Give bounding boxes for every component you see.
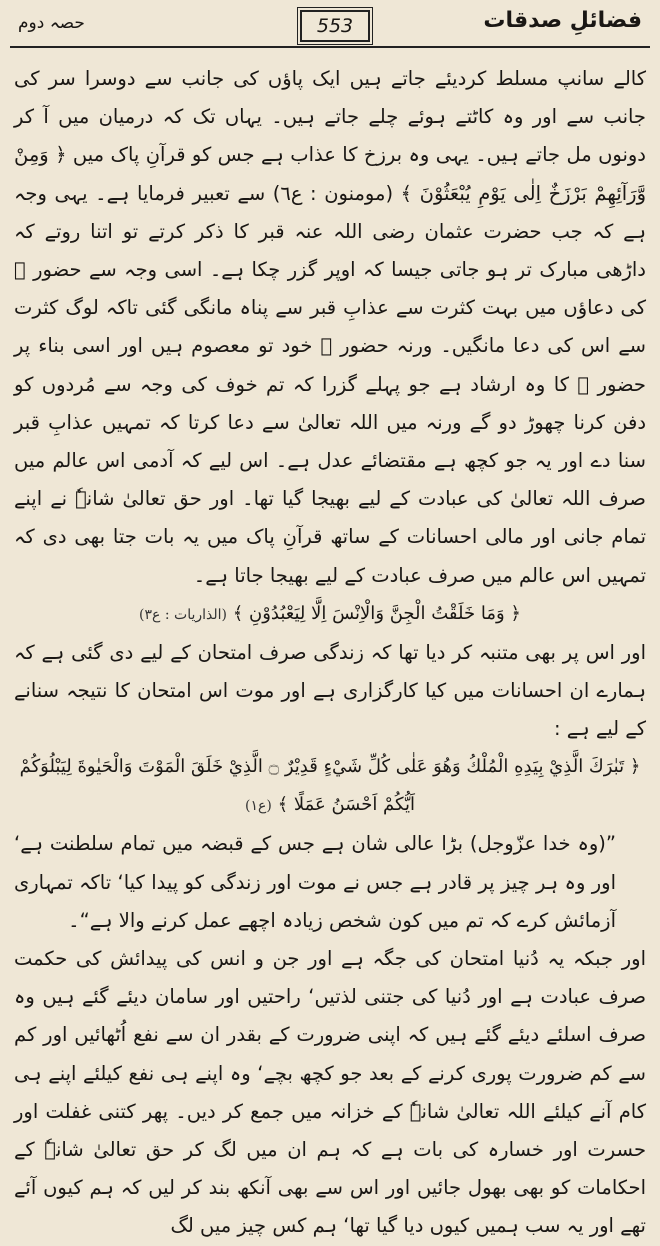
quran-verse-2 bbox=[14, 748, 646, 825]
verse-1-reference: (الذاریات : ع٣) bbox=[139, 606, 227, 623]
section-title: حصہ دوم bbox=[18, 13, 85, 33]
verse-2-text: ﴿ تَبٰرَكَ الَّذِيْ بِيَدِهِ الْمُلْكُ وَهُوَ عَلٰى كُلِّ شَيْءٍ قَدِيْرٌ ۝ الَّذِيْ خَلَقَ الْمَوْتَ وَالْحَيٰوةَ لِيَبْلُوَكُمْ اَيُّكُمْ اَحْسَنُ عَمَلًا ﴾ bbox=[19, 756, 641, 816]
quran-verse-1 bbox=[14, 595, 646, 634]
verse-1-text: ﴿ وَمَا خَلَقْتُ الْجِنَّ وَالْاِنْسَ اِلَّا لِيَعْبُدُوْنِ ﴾ bbox=[232, 602, 521, 624]
paragraph-1: کالے سانپ مسلط کردیئے جاتے ہیں ایک پاؤں کی جانب سے دوسرا سر کی جانب سے اور وہ کاٹتے ہوئے چلے جاتے ہیں۔ یہاں تک کہ درمیان میں آ کر دونوں مل جاتے ہیں۔ یہی وہ برزخ کا عذاب ہے جس کو قرآنِ پاک میں ﴿ وَمِنْ وَّرَآئِهِمْ بَرْزَخٌ اِلٰى يَوْمِ يُبْعَثُوْنَ ﴾ (مومنون : ع٦) سے تعبیر فرمایا ہے۔ یہی وجہ ہے کہ جب حضرت عثمان رضی اللہ عنہ قبر کا ذکر کرتے تو اتنا روتے کہ داڑھی مبارک تر ہو جاتی جیسا کہ اوپر گزر چکا ہے۔ اسی وجہ سے حضور ﷺ کی دعاؤں میں بہت کثرت سے عذابِ قبر سے پناہ مانگی گئی تاکہ لوگ کثرت سے اس کی دعا مانگیں۔ ورنہ حضور ﷺ خود تو معصوم ہیں اور اسی بناء پر حضور ﷺ کا وہ ارشاد ہے جو پہلے گزرا کہ تم خوف کی وجہ سے مُردوں کو دفن کرنا چھوڑ دو گے ورنہ میں اللہ تعالیٰ سے دعا کرتا کہ تمہیں عذابِ قبر سنا دے اور یہ جو کچھ ہے مقتضائے عدل ہے۔ اس لیے کہ آدمی اس عالم میں صرف اللہ تعالیٰ کی عبادت کے لیے بھیجا گیا تھا۔ اور حق تعالیٰ شانہٗ نے اپنے تمام جانی اور مالی احسانات کے ساتھ قرآنِ پاک میں یہ بات جتا بھی دی کہ تمہیں اس عالم میں صرف عبادت کے لیے بھیجا جاتا ہے۔ bbox=[14, 67, 647, 587]
page-body bbox=[14, 60, 646, 1246]
paragraph-2: اور اس پر بھی متنبہ کر دیا تھا کہ زندگی صرف امتحان کے لیے دی گئی ہے کہ ہمارے ان احسانات میں کیا کارگزاری ہے اور موت اس امتحان کا نتیجہ سنانے کے لیے ہے : bbox=[14, 640, 646, 741]
book-title: فضائلِ صدقات bbox=[483, 8, 642, 33]
header-rule bbox=[10, 46, 650, 48]
page-number: 553 bbox=[300, 10, 370, 42]
verse-2-reference: (ع١) bbox=[245, 798, 272, 815]
verse-translation: ”(وہ خدا عزّوجل) بڑا عالی شان ہے جس کے قبضہ میں تمام سلطنت ہے‘ اور وہ ہر چیز پر قادر ہے جس نے موت اور زندگی کو پیدا کیا‘ تاکہ تمہاری آزمائش کرے کہ تم میں کون شخص زیادہ اچھے عمل کرنے والا ہے“۔ bbox=[14, 832, 616, 932]
paragraph-3: اور جبکہ یہ دُنیا امتحان کی جگہ ہے اور جن و انس کی پیدائش کی حکمت صرف عبادت ہے اور دُنیا کی جتنی لذتیں‘ راحتیں اور سامان دیئے گئے ہیں وہ صرف اسلئے دیئے گئے ہیں کہ اپنی ضرورت کے بقدر ان سے نفع اُٹھائیں اور کم سے کم ضرورت پوری کرنے کے بعد جو کچھ بچے‘ وہ اپنے ہی نفع کیلئے اپنے ہی کام آنے کیلئے اللہ تعالیٰ شانہٗ کے خزانہ میں جمع کر دیں۔ پھر کتنی غفلت اور حسرت اور خسارہ کی بات ہے کہ ہم ان میں لگ کر حق تعالیٰ شانہٗ کے احکامات کو بھی بھول جائیں اور اس سے بھی آنکھ بند کر لیں کہ ہم کیوں آئے تھے اور یہ سب ہمیں کیوں دیا گیا تھا‘ ہم کس چیز میں لگ bbox=[14, 947, 646, 1238]
page-header bbox=[0, 0, 660, 56]
